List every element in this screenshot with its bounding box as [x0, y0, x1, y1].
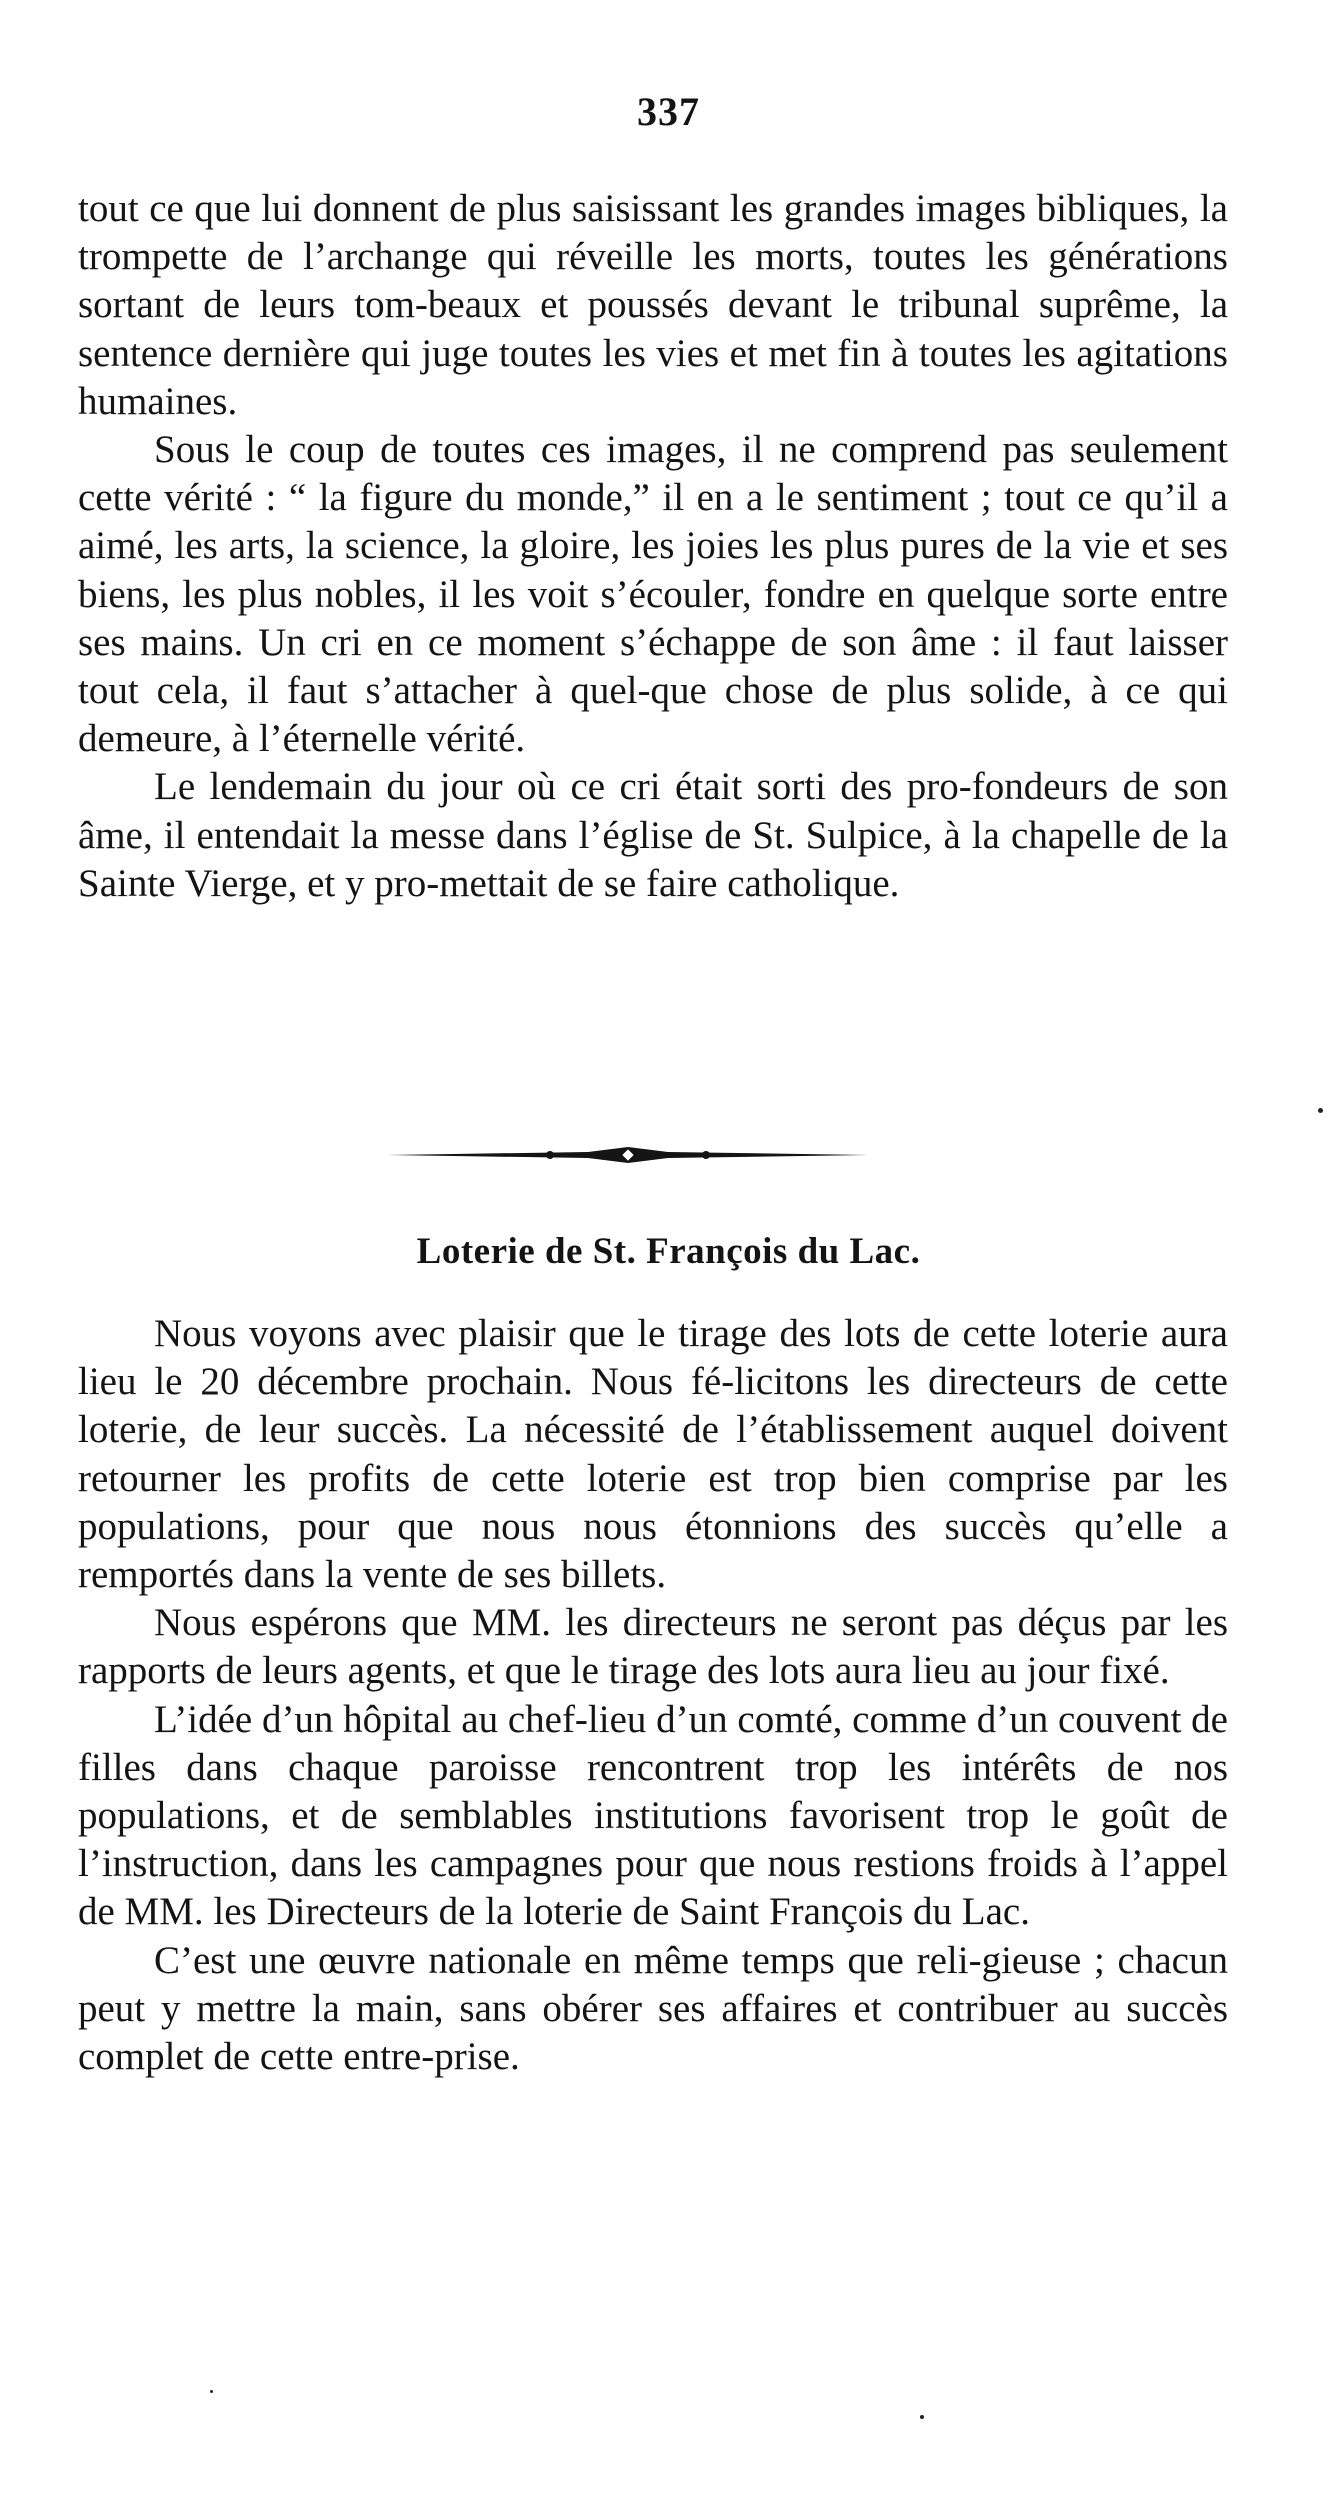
ornamental-separator	[388, 1143, 868, 1167]
ink-speck	[920, 2415, 924, 2419]
article-continuation	[78, 185, 1228, 908]
paragraph-3: Le lendemain du jour où ce cri était sorti des pro-fondeurs de son âme, il entendait la messe dans l’église de St. Sulpice, à la chapelle de la Sainte Vierge, et y pro-mettait de se faire catholique.	[78, 765, 1228, 905]
ink-speck	[210, 2390, 213, 2393]
page-number: 337	[637, 89, 700, 134]
paragraph-1: tout ce que lui donnent de plus saisissant les grandes images bibliques, la trompette de l’archange qui réveille les morts, toutes les générations sortant de leurs tom-beaux et poussés devant le tribunal suprême, la sentence dernière qui juge toutes les vies et met fin à toutes les agitations humaines.	[78, 187, 1228, 423]
section-title: Loterie de St. François du Lac.	[416, 1231, 921, 1272]
paragraph-7: C’est une œuvre nationale en même temps que reli-gieuse ; chacun peut y mettre la main, sans obérer ses affaires et contribuer au succès complet de cette entre-prise.	[78, 1938, 1228, 2079]
ink-speck	[1318, 1108, 1323, 1113]
paragraph-6: L’idée d’un hôpital au chef-lieu d’un comté, comme d’un couvent de filles dans chaque paroisse rencontrent trop les intérêts de nos populations, et de semblables institutions favorisent trop le goût de l’instruction, dans les campagnes pour que nous restions froids à l’appel de MM. les Directeurs de la loterie de Saint François du Lac.	[78, 1697, 1228, 1934]
paragraph-2: Sous le coup de toutes ces images, il ne comprend pas seulement cette vérité : “ la figure du monde,” il en a le sentiment ; tout ce qu’il a aimé, les arts, la science, la gloire, les joies les plus pures de la vie et ses biens, les plus nobles, il les voit s’écouler, fondre en quelque sorte entre ses mains. Un cri en ce moment s’échappe de son âme : il faut laisser tout cela, il faut s’attacher à quel-que chose de plus solide, à ce qui demeure, à l’éternelle vérité.	[78, 428, 1228, 761]
paragraph-5: Nous espérons que MM. les directeurs ne seront pas déçus par les rapports de leurs agents, et que le tirage des lots aura lieu au jour fixé.	[78, 1601, 1228, 1693]
paragraph-4: Nous voyons avec plaisir que le tirage des lots de cette loterie aura lieu le 20 décembre prochain. Nous fé-licitons les directeurs de cette loterie, de leur succès. La nécessité de l’établissement auquel doivent retourner les profits de cette loterie est trop bien comprise par les populations, pour que nous nous étonnions des succès qu’elle a remportés dans la vente de ses billets.	[78, 1312, 1228, 1597]
article-loterie	[78, 1310, 1228, 2081]
